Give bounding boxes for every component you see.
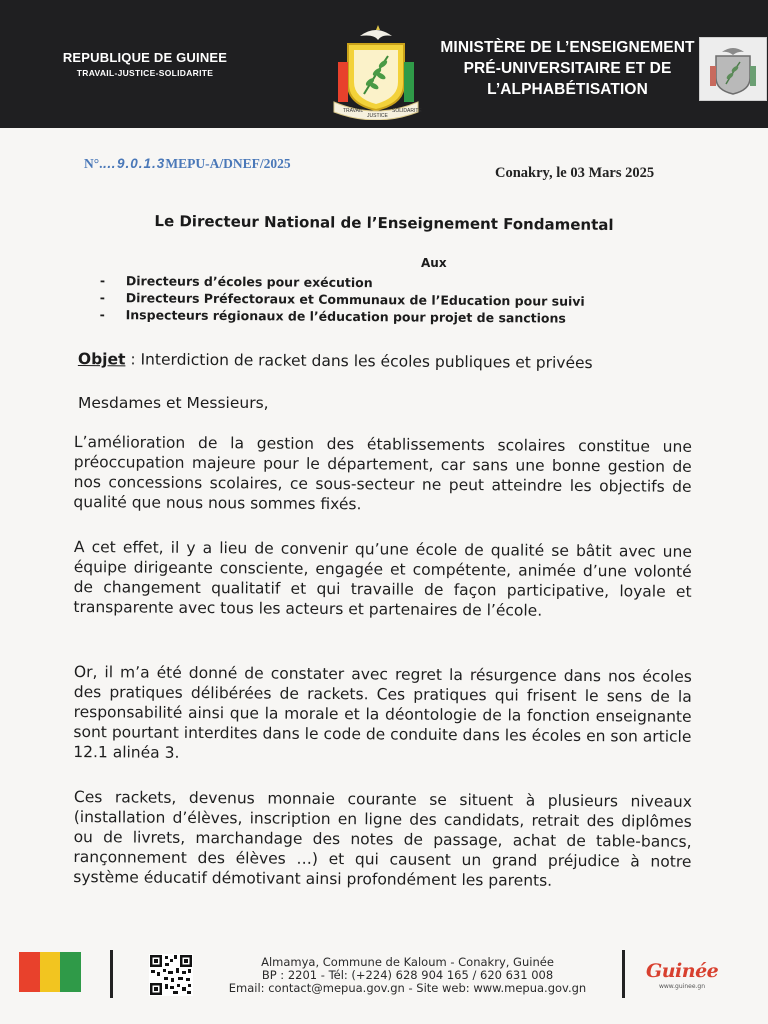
ministry-block xyxy=(440,37,695,100)
coat-of-arms-icon xyxy=(330,22,422,120)
subject-label: Objet xyxy=(77,350,126,369)
reference-prefix: N°. xyxy=(84,156,103,171)
flag-band-red xyxy=(19,952,40,992)
guinee-brand-word: Guinée xyxy=(646,960,719,982)
guinee-brand-logo xyxy=(646,960,718,990)
address-line-2: BP : 2201 - Tél: (+224) 628 904 165 / 620 631 008 xyxy=(261,968,554,982)
coat-motto-word-2: JUSTICE xyxy=(367,113,388,119)
flag-band-yellow xyxy=(40,952,61,992)
republic-block xyxy=(40,50,250,78)
coat-motto-word-3: SOLIDARITE xyxy=(392,108,422,114)
body-paragraph-3: Or, il m’a été donné de constater avec regret la résurgence dans nos écoles des pratiques délibérées de rackets. Ces pratiques qui frisent le sens de la responsabilité ainsi que la morale et la déontologie de la fonction enseignante sont pourtant interdites dans le code de conduite dans les écoles en son article 12.1 alinéa 3. xyxy=(73,662,692,762)
letterhead-header xyxy=(0,0,768,128)
director-title: Le Directeur National de l’Enseignement Fondamental xyxy=(154,211,614,235)
guinee-brand-site: www.guinee.gn xyxy=(658,983,706,990)
address-line-3: Email: contact@mepua.gov.gn - Site web: www.mepua.gov.gn xyxy=(228,981,587,995)
letter-date: Conakry, le 03 Mars 2025 xyxy=(495,165,655,181)
qr-code-icon xyxy=(149,954,193,996)
body-paragraph-4: Ces rackets, devenus monnaie courante se situent à plusieurs niveaux (installation d’élèves, inscription en ligne des candidats, retrait des diplômes ou de livrets, marchandage des notes de passage, achat de table-bancs, rançonnement des élèves …) et qui causent un grand préjudice à notre système éducatif démotivant ainsi profondément les parents. xyxy=(73,787,692,890)
coat-motto-word-1: TRAVAIL xyxy=(343,108,364,114)
subject-line xyxy=(78,350,593,372)
ministry-line-2: PRÉ-UNIVERSITAIRE ET DE xyxy=(463,60,672,77)
address-line-1: Almamya, Commune de Kaloum - Conakry, Guinée xyxy=(261,955,554,969)
guinea-flag xyxy=(19,952,81,992)
aux-label: Aux xyxy=(421,256,447,270)
ministry-emblem-icon xyxy=(700,38,766,100)
ministry-line-3: L’ALPHABÉTISATION xyxy=(487,81,648,98)
subject-text: : Interdiction de racket dans les écoles publiques et privées xyxy=(125,350,593,373)
recipient-list xyxy=(100,272,585,327)
ministry-logo xyxy=(699,37,767,101)
salutation: Mesdames et Messieurs, xyxy=(78,394,269,412)
reference-number xyxy=(84,156,291,172)
ministry-line-1: MINISTÈRE DE L’ENSEIGNEMENT xyxy=(440,39,695,56)
recipient-item: - Directeurs d’écoles pour exécution xyxy=(99,272,373,291)
body-paragraph-2: A cet effet, il y a lieu de convenir qu’une école de qualité se bâtit avec une équipe dirigeante consciente, engagée et compétente, animée d’une volonté de changement qualitatif et qui travaille de façon participative, loyale et transparente avec tous les acteurs et partenaires de l’école. xyxy=(73,537,692,620)
reference-handwritten-number: …9.0.1.3 xyxy=(102,156,166,171)
body-paragraph-1: L’amélioration de la gestion des établissements scolaires constitue une préoccupation majeure pour le département, car sans une bonne gestion de nos concessions scolaires, ce sous-secteur ne peut atteindre les objectifs de qualité que nous nous sommes fixés. xyxy=(73,432,692,514)
flag-band-green xyxy=(60,952,81,992)
recipient-item: - Directeurs Préfectoraux et Communaux de l’Education pour suivi xyxy=(99,289,585,309)
reference-suffix: MEPU-A/DNEF/2025 xyxy=(165,156,291,171)
republic-motto: TRAVAIL-JUSTICE-SOLIDARITE xyxy=(76,68,214,78)
footer-divider xyxy=(622,950,625,998)
republic-title: REPUBLIQUE DE GUINEE xyxy=(62,50,228,65)
footer-divider xyxy=(110,950,113,998)
recipient-item: - Inspecteurs régionaux de l’éducation pour projet de sanctions xyxy=(99,306,566,326)
footer-address xyxy=(210,956,605,995)
